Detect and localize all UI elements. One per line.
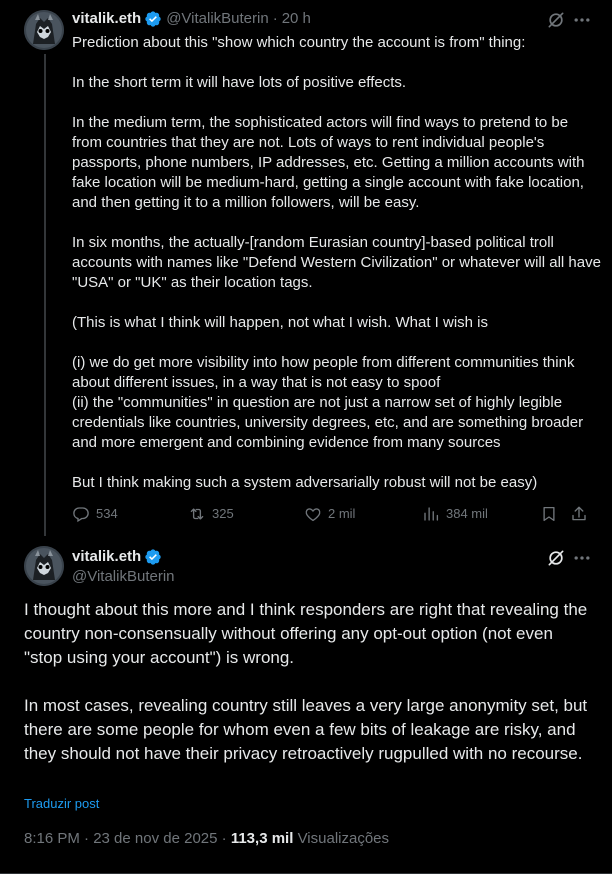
tweet-time[interactable]: 20 h — [281, 10, 311, 27]
tweet-paragraph: In the short term it will have lots of positive effects. — [72, 74, 407, 91]
separator-dot: · — [221, 830, 227, 847]
tweet-actions — [72, 503, 592, 525]
verified-badge-icon[interactable] — [144, 10, 162, 28]
reply-icon — [72, 505, 90, 523]
heart-icon — [304, 505, 322, 523]
author-display-name[interactable]: vitalik.eth — [72, 548, 142, 565]
grok-icon[interactable] — [546, 10, 566, 30]
grok-icon[interactable] — [546, 548, 566, 568]
tweet-paragraph: (This is what I think will happen, not what I wish. What I wish is — [72, 314, 488, 331]
views-button[interactable] — [422, 503, 488, 525]
avatar[interactable] — [24, 546, 64, 586]
repost-button[interactable] — [188, 503, 234, 525]
like-button[interactable] — [304, 503, 355, 525]
tweet-paragraph: I thought about this more and I think responders are right that revealing the country non-consensually without offering any opt-out option (not even "stop using your account") is wrong. — [24, 600, 588, 667]
verified-badge-icon[interactable] — [144, 548, 162, 566]
views-count: 384 mil — [446, 506, 488, 521]
views-label: Visualizações — [297, 830, 390, 847]
author-handle[interactable]: @VitalikButerin — [72, 568, 175, 585]
translate-post-link[interactable]: Traduzir post — [24, 796, 100, 811]
tweet-paragraph: In six months, the actually-[random Eurasian country]-based political troll accounts with names like "Defend Western Civilization" or whatever will all have "USA" or "UK" as their location tags. — [72, 234, 601, 291]
author-handle[interactable]: @VitalikButerin — [166, 10, 269, 27]
tweet-paragraph: In the medium term, the sophisticated actors will find ways to pretend to be from countries that they are not. Lots of ways to rent individual people's passports, phone numbers, IP addresses, etc. Getting a million accounts with fake location will be medium-hard, getting a single account with fake location, and then getting it to a million followers, will be easy. — [72, 114, 585, 211]
tweet-timestamp[interactable]: 8:16 PM · 23 de nov de 2025 — [24, 830, 218, 847]
views-count: 113,3 mil — [230, 830, 294, 847]
avatar[interactable] — [24, 10, 64, 50]
tweet-paragraph: But I think making such a system adversarially robust will not be easy) — [72, 474, 538, 491]
reply-count: 534 — [96, 506, 118, 521]
tweet-paragraph: (ii) the "communities" in question are not just a narrow set of highly legible credentials like countries, university degrees, etc, and are something broader and more emergent and combining evidence from many sources — [72, 394, 584, 451]
analytics-icon — [422, 505, 440, 523]
more-options-icon[interactable] — [572, 548, 592, 568]
repost-count: 325 — [212, 506, 234, 521]
reply-button[interactable] — [72, 503, 118, 525]
bookmark-icon[interactable] — [540, 505, 558, 523]
separator-dot: · — [272, 10, 278, 27]
tweet-metadata — [24, 829, 389, 849]
main-tweet-body — [24, 598, 594, 766]
tweet-paragraph: Prediction about this "show which country the account is from" thing: — [72, 34, 526, 51]
tweet-paragraph: (i) we do get more visibility into how people from different communities think about different issues, in a way that is not easy to spoof — [72, 354, 575, 391]
like-count: 2 mil — [328, 506, 356, 521]
tweet-paragraph: In most cases, revealing country still leaves a very large anonymity set, but there are some people for whom even a few bits of leakage are risky, and they should not have their privacy retroactively rugpulled with no recourse. — [24, 696, 588, 763]
tweet-header — [72, 9, 311, 29]
more-options-icon[interactable] — [572, 10, 592, 30]
share-icon[interactable] — [570, 505, 588, 523]
tweet-body — [72, 33, 602, 493]
author-display-name[interactable]: vitalik.eth — [72, 10, 142, 27]
thread-connector-line — [44, 54, 46, 536]
repost-icon — [188, 505, 206, 523]
main-tweet-author-name — [72, 547, 162, 567]
